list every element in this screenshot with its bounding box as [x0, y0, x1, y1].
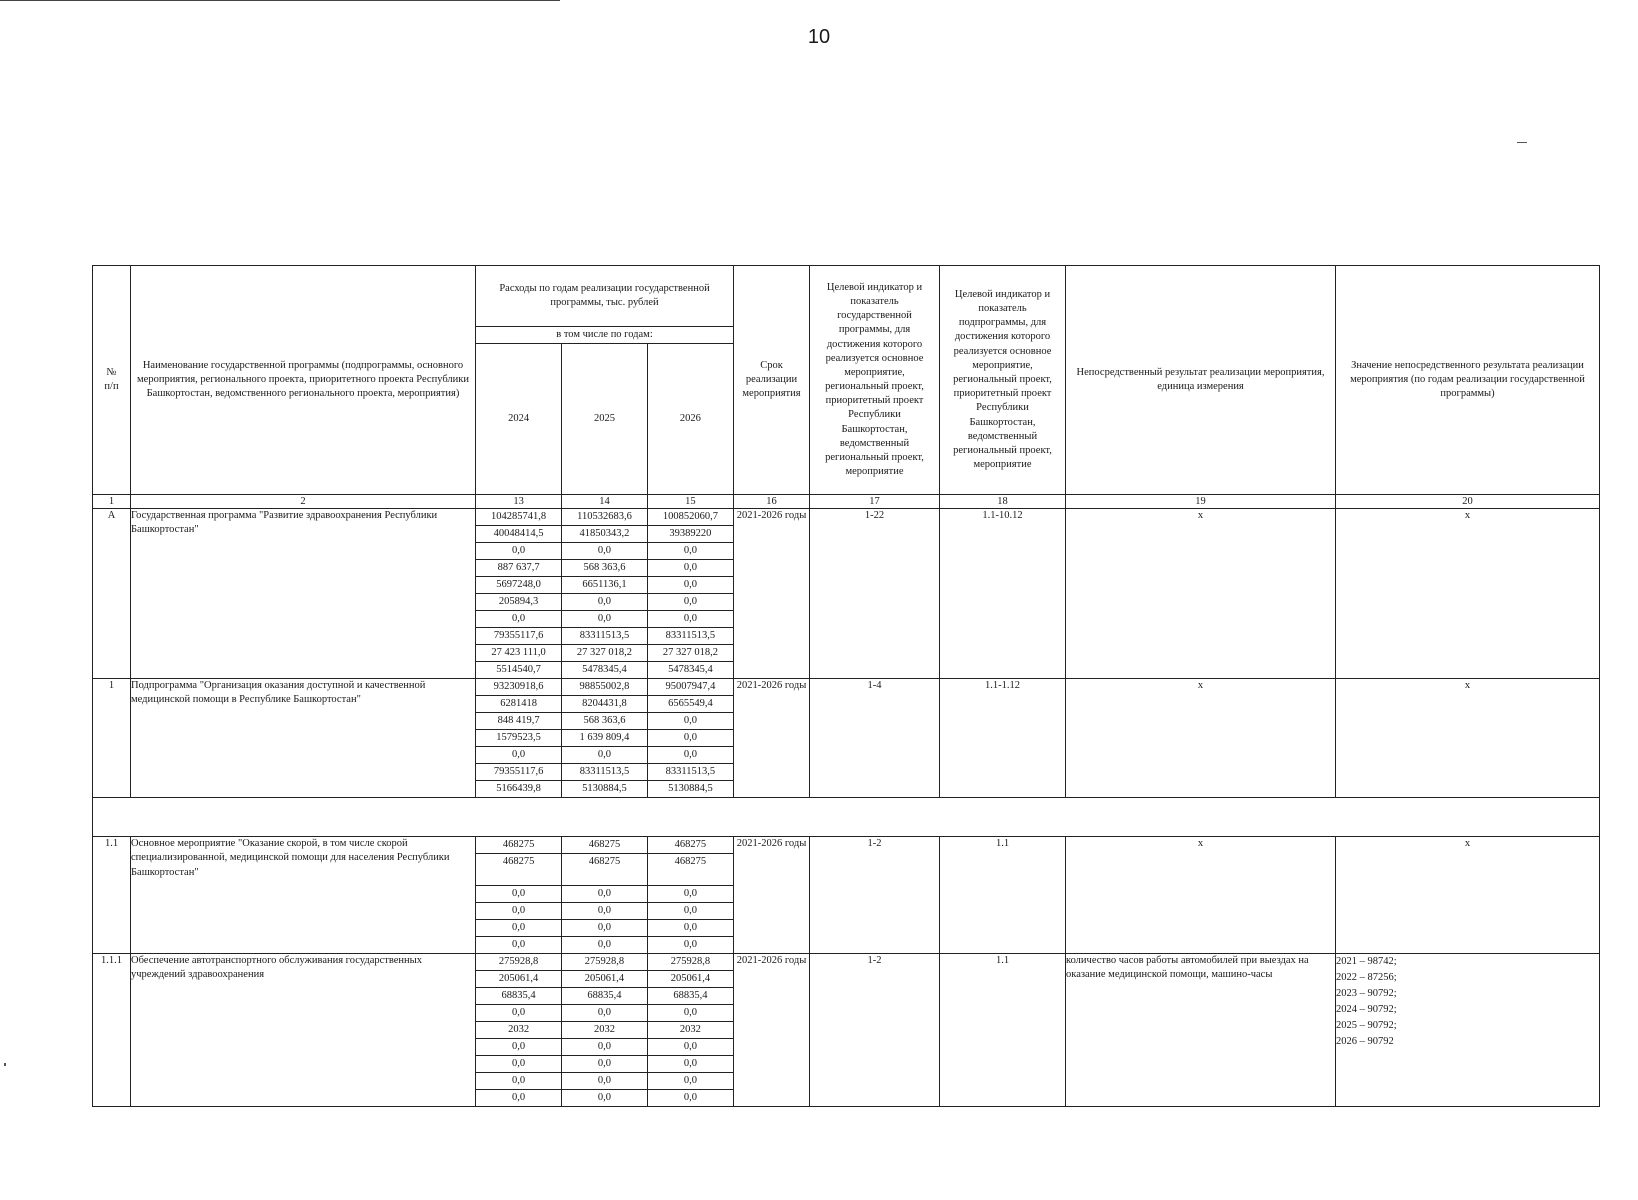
value-cell: 98855002,8	[562, 679, 648, 696]
value-row	[476, 886, 733, 903]
value-cell: 0,0	[562, 747, 648, 764]
value-cell: 568 363,6	[562, 713, 648, 730]
value-cell: 5478345,4	[562, 662, 648, 679]
row-term: 2021-2026 годы	[734, 679, 810, 798]
value-row	[476, 954, 733, 971]
value-cell: 205894,3	[476, 594, 562, 611]
col-number: 13	[513, 496, 524, 508]
value-cell: 205061,4	[562, 971, 648, 988]
col-number: 16	[734, 495, 810, 509]
row-result-value: x	[1336, 679, 1600, 798]
value-cell: 83311513,5	[647, 628, 733, 645]
value-cell: 68835,4	[476, 988, 562, 1005]
col-number-years	[476, 495, 734, 509]
table-row	[93, 954, 1600, 1107]
value-row	[476, 781, 733, 798]
value-cell: 6565549,4	[647, 696, 733, 713]
value-cell: 568 363,6	[562, 560, 648, 577]
row-values	[476, 837, 734, 954]
value-row	[476, 920, 733, 937]
value-row	[476, 988, 733, 1005]
value-cell: 0,0	[647, 1039, 733, 1056]
value-cell: 848 419,7	[476, 713, 562, 730]
value-cell: 0,0	[476, 920, 562, 937]
value-cell: 79355117,6	[476, 628, 562, 645]
row-result: x	[1066, 509, 1336, 679]
header-col-result: Непосредственный результат реализации мероприятия, единица измерения	[1066, 266, 1336, 495]
row-result: количество часов работы автомобилей при выездах на оказание медицинской помощи, машино-часы	[1066, 954, 1336, 1107]
value-cell: 0,0	[647, 713, 733, 730]
value-cell: 2032	[476, 1022, 562, 1039]
value-cell: 95007947,4	[647, 679, 733, 696]
value-cell: 68835,4	[562, 988, 648, 1005]
value-cell: 468275	[476, 854, 562, 886]
value-cell: 0,0	[647, 747, 733, 764]
header-col-term: Срок реализации мероприятия	[734, 266, 810, 495]
scan-edge-line	[0, 0, 560, 1]
value-row	[476, 747, 733, 764]
header-year-2025: 2025	[562, 344, 648, 494]
value-cell: 1 639 809,4	[562, 730, 648, 747]
value-cell: 83311513,5	[647, 764, 733, 781]
value-cell: 39389220	[647, 526, 733, 543]
row-result-value: x	[1336, 837, 1600, 954]
value-row	[476, 730, 733, 747]
header-years	[476, 344, 734, 495]
value-cell: 468275	[476, 837, 562, 854]
value-cell: 0,0	[562, 543, 648, 560]
value-cell: 0,0	[647, 611, 733, 628]
value-row	[476, 679, 733, 696]
value-cell: 0,0	[476, 1056, 562, 1073]
value-cell: 0,0	[512, 939, 526, 951]
header-incl-years: в том числе по годам:	[476, 327, 734, 344]
row-values	[476, 679, 734, 798]
row-name: Основное мероприятие "Оказание скорой, в том числе скорой специализированной, медицинской помощи для населения Республики Башкортостан"	[131, 837, 476, 954]
value-cell: 83311513,5	[562, 628, 648, 645]
row-num: А	[93, 509, 131, 679]
value-cell: 0,0	[647, 937, 733, 954]
value-cell: 0,0	[647, 1090, 733, 1107]
value-cell: 27 327 018,2	[562, 645, 648, 662]
value-cell: 275928,8	[562, 954, 648, 971]
col-number: 20	[1336, 495, 1600, 509]
page-number: 10	[807, 26, 831, 48]
row-name: Государственная программа "Развитие здравоохранения Республики Башкортостан"	[131, 509, 476, 679]
value-cell: 468275	[562, 854, 648, 886]
value-cell: 468275	[647, 837, 733, 854]
table-row	[93, 679, 1600, 798]
value-row	[476, 1073, 733, 1090]
value-cell: 0,0	[647, 1073, 733, 1090]
value-row	[476, 526, 733, 543]
value-row	[476, 854, 733, 886]
value-row	[476, 1022, 733, 1039]
row-values	[476, 954, 734, 1107]
value-row	[476, 509, 733, 526]
value-cell: 0,0	[562, 1073, 648, 1090]
row-target-sub: 1.1	[940, 837, 1066, 954]
header-expenses	[476, 266, 734, 327]
value-cell: 0,0	[476, 1039, 562, 1056]
row-num: 1.1	[93, 837, 131, 954]
value-cell: 0,0	[647, 920, 733, 937]
result-value-line: 2022 – 87256;	[1336, 972, 1397, 984]
value-cell: 6281418	[476, 696, 562, 713]
value-cell: 0,0	[562, 937, 648, 954]
value-cell: 0,0	[476, 1005, 562, 1022]
value-cell: 83311513,5	[562, 764, 648, 781]
value-cell: 0,0	[562, 886, 648, 903]
row-target-sub: 1.1	[940, 954, 1066, 1107]
value-cell: 40048414,5	[476, 526, 562, 543]
value-cell: 205061,4	[476, 971, 562, 988]
value-cell: 41850343,2	[562, 526, 648, 543]
value-cell: 0,0	[647, 730, 733, 747]
value-cell: 0,0	[562, 1005, 648, 1022]
value-cell: 0,0	[476, 886, 562, 903]
value-cell: 0,0	[647, 1056, 733, 1073]
row-result-value: x	[1336, 509, 1600, 679]
value-row	[476, 1039, 733, 1056]
value-row	[476, 560, 733, 577]
row-name: Обеспечение автотранспортного обслуживания государственных учреждений здравоохранения	[131, 954, 476, 1107]
value-cell: 6651136,1	[562, 577, 648, 594]
header-col-name: Наименование государственной программы (подпрограммы, основного мероприятия, регионального проекта, приоритетного проекта Республики Башкортостан, ведомственного регионального проекта, мероприятия)	[131, 266, 476, 495]
value-cell: 0,0	[647, 1005, 733, 1022]
value-cell: 0,0	[476, 543, 562, 560]
col-number: 1	[93, 495, 131, 509]
value-cell: 205061,4	[647, 971, 733, 988]
header-expenses-title: Расходы по годам реализации государственной программы, тыс. рублей	[499, 282, 710, 308]
result-value-line: 2026 – 90792	[1336, 1036, 1394, 1048]
row-values	[476, 509, 734, 679]
value-cell: 5166439,8	[496, 783, 541, 795]
table-row	[93, 837, 1600, 954]
value-cell: 0,0	[562, 594, 648, 611]
value-row	[476, 1090, 733, 1107]
value-cell: 0,0	[476, 1073, 562, 1090]
column-number-row	[93, 495, 1600, 509]
value-cell: 27 327 018,2	[647, 645, 733, 662]
value-cell: 275928,8	[647, 954, 733, 971]
value-cell: 0,0	[647, 594, 733, 611]
value-cell: 5130884,5	[562, 781, 648, 798]
value-cell: 1579523,5	[476, 730, 562, 747]
row-result: x	[1066, 679, 1336, 798]
value-cell: 0,0	[562, 903, 648, 920]
value-cell: 0,0	[562, 611, 648, 628]
value-cell: 887 637,7	[476, 560, 562, 577]
value-row	[476, 1005, 733, 1022]
value-cell: 110532683,6	[562, 509, 648, 526]
value-cell: 68835,4	[647, 988, 733, 1005]
col-number: 15	[647, 495, 733, 508]
value-row	[476, 713, 733, 730]
value-row	[476, 662, 733, 679]
col-number: 18	[940, 495, 1066, 509]
value-cell: 0,0	[476, 903, 562, 920]
value-row	[476, 937, 733, 954]
result-value-line: 2023 – 90792;	[1336, 988, 1397, 1000]
value-row	[476, 696, 733, 713]
row-result: x	[1066, 837, 1336, 954]
spacer-row	[93, 798, 1600, 837]
value-cell: 0,0	[476, 747, 562, 764]
value-cell: 2032	[647, 1022, 733, 1039]
value-cell: 0,0	[562, 1090, 648, 1107]
row-result-value-list	[1336, 954, 1600, 1107]
col-number: 2	[131, 495, 476, 509]
row-term: 2021-2026 годы	[734, 954, 810, 1107]
value-cell: 0,0	[562, 1039, 648, 1056]
row-target-program: 1-2	[810, 954, 940, 1107]
value-cell: 100852060,7	[647, 509, 733, 526]
value-row	[476, 903, 733, 920]
value-row	[476, 543, 733, 560]
row-target-sub: 1.1-10.12	[940, 509, 1066, 679]
value-cell: 0,0	[647, 560, 733, 577]
result-value-line: 2025 – 90792;	[1336, 1020, 1397, 1032]
result-value-line: 2024 – 90792;	[1336, 1004, 1397, 1016]
value-cell: 79355117,6	[476, 764, 562, 781]
header-year-2026: 2026	[647, 344, 733, 494]
row-num: 1.1.1	[93, 954, 131, 1107]
value-cell: 468275	[647, 854, 733, 886]
value-row	[476, 971, 733, 988]
header-col-num: № п/п	[93, 266, 131, 495]
header-col-target-program: Целевой индикатор и показатель государственной программы, для достижения которого реализуется основное мероприятие, региональный проект, приоритетный проект Республики Башкортостан, ведомственный региональный проект, мероприятие	[810, 266, 940, 495]
row-target-program: 1-2	[810, 837, 940, 954]
value-row	[476, 611, 733, 628]
value-cell: 0,0	[647, 543, 733, 560]
value-row	[476, 1056, 733, 1073]
value-cell: 0,0	[647, 886, 733, 903]
value-cell: 104285741,8	[476, 509, 562, 526]
value-cell: 468275	[562, 837, 648, 854]
value-row	[476, 628, 733, 645]
row-term: 2021-2026 годы	[734, 509, 810, 679]
value-cell: 0,0	[562, 920, 648, 937]
col-number: 19	[1066, 495, 1336, 509]
value-cell: 0,0	[476, 611, 562, 628]
col-number: 17	[810, 495, 940, 509]
value-cell: 275928,8	[476, 954, 562, 971]
value-cell: 0,0	[647, 577, 733, 594]
row-num: 1	[93, 679, 131, 798]
value-cell: 5514540,7	[496, 664, 541, 676]
value-row	[476, 594, 733, 611]
scan-speck	[1517, 142, 1527, 143]
value-row	[476, 764, 733, 781]
value-row	[476, 577, 733, 594]
program-table	[92, 265, 1600, 1107]
value-cell: 0,0	[512, 1092, 526, 1104]
value-cell: 5130884,5	[647, 781, 733, 798]
value-cell: 27 423 111,0	[476, 645, 562, 662]
header-row-1	[93, 266, 1600, 327]
row-target-program: 1-22	[810, 509, 940, 679]
row-name: Подпрограмма "Организация оказания доступной и качественной медицинской помощи в Республике Башкортостан"	[131, 679, 476, 798]
value-row	[476, 645, 733, 662]
value-cell: 0,0	[562, 1056, 648, 1073]
value-row	[476, 837, 733, 854]
row-target-program: 1-4	[810, 679, 940, 798]
scan-speck	[4, 1063, 6, 1066]
header-col-target-sub: Целевой индикатор и показатель подпрограммы, для достижения которого реализуется основное мероприятие, региональный проект, приоритетный проект Республики Башкортостан, ведомственный региональный проект, мероприятие	[940, 266, 1066, 495]
row-target-sub: 1.1-1.12	[940, 679, 1066, 798]
value-cell: 93230918,6	[476, 679, 562, 696]
header-col-result-value: Значение непосредственного результата реализации мероприятия (по годам реализации государственной программы)	[1336, 266, 1600, 495]
value-cell: 8204431,8	[562, 696, 648, 713]
col-number: 14	[562, 495, 648, 508]
value-cell: 0,0	[647, 903, 733, 920]
row-term: 2021-2026 годы	[734, 837, 810, 954]
table-row	[93, 509, 1600, 679]
value-cell: 5478345,4	[647, 662, 733, 679]
value-cell: 5697248,0	[476, 577, 562, 594]
header-year-2024: 2024	[508, 413, 530, 425]
spacer-cell	[93, 798, 1600, 837]
result-value-line: 2021 – 98742;	[1336, 956, 1397, 968]
value-cell: 2032	[562, 1022, 648, 1039]
